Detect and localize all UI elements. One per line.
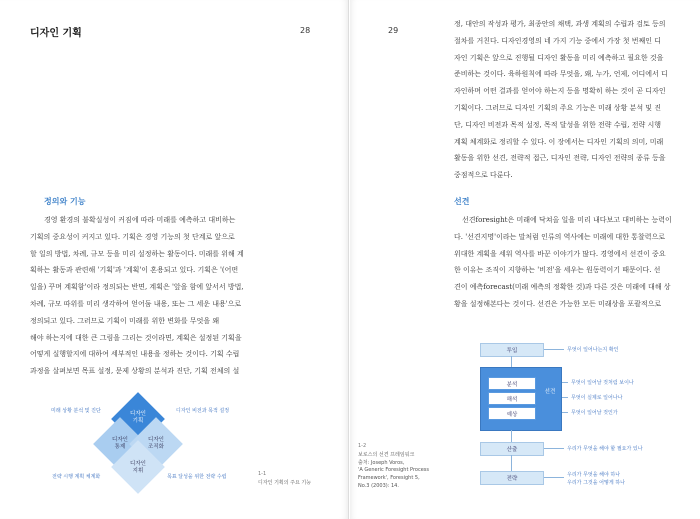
right-top-paragraph [454, 16, 680, 184]
note-connector [562, 397, 568, 398]
text-line: 선견foresight은 미래에 닥쳐올 일을 미리 내다보고 대비하는 능력이 [462, 216, 672, 224]
flow-note-input: 무엇이 일어나는지 확인 [567, 347, 619, 353]
flow-connector [511, 356, 512, 367]
text-line: 준비하는 것이다. 육하원칙에 따라 무엇을, 왜, 누가, 언제, 어디에서 디 [454, 70, 668, 79]
diamond-center-label: 디자인 기획 [130, 411, 146, 424]
note-connector [562, 382, 568, 383]
flow-note-interpretation: 무엇이 실제로 일어나나 [571, 395, 623, 401]
flow-step-output: 산출 [480, 442, 544, 456]
flow-note-strategy-what: 우리가 무엇을 해야 하나 [567, 472, 621, 478]
right-section-paragraph [454, 212, 680, 313]
diamond-left-label: 디자인 통제 [112, 437, 128, 450]
flow-group-label: 선견 [544, 389, 556, 395]
diamond-bottom-label: 디자인 지휘 [130, 461, 146, 474]
flow-note-prospection: 무엇이 일어날 것인가 [571, 410, 618, 416]
text-line: 차례, 규모 따위를 미리 생각하여 얻어둠 내용, 또는 그 세운 내용'으로 [30, 299, 242, 308]
text-line: 기획의 중요성이 커지고 있다. 기획은 경영 기능의 첫 단계로 앞으로 [30, 232, 235, 241]
flow-note-output: 우리가 무엇을 해야 할 필요가 있나 [567, 446, 643, 452]
label-bottom-left: 전략 시행 계획 체계화 [52, 474, 101, 480]
note-connector [544, 349, 564, 350]
label-bottom-right: 목표 달성을 위한 전략 수립 [167, 474, 227, 480]
text-line: 자인하며 어떤 결과를 얻어야 하는지 등을 명확히 하는 것이 곧 디자인 [454, 87, 666, 96]
caption-line: No.3 (2003): 14. [358, 483, 399, 489]
text-line: 자인 기획은 앞으로 진행될 디자인 활동을 미리 예측하고 필요한 것을 [454, 53, 664, 62]
text-line: 경영 환경의 불확실성이 커짐에 따라 미래를 예측하고 대비하는 [44, 216, 236, 224]
section-title-definition: 정의와 기능 [44, 197, 86, 206]
note-connector [562, 412, 568, 413]
flow-note-strategy-how: 우리가 그것을 어떻게 하나 [567, 480, 625, 486]
page-number-left: 28 [300, 26, 311, 35]
caption-line: Framework', Foresight 5, [358, 475, 420, 481]
text-line: 할 일의 방법, 차례, 규모 등을 미리 설정하는 활동이다. 미래를 위해 계 [30, 249, 244, 258]
page-number-right: 29 [388, 26, 399, 35]
text-line: 일을) 꾸며 계획함'이라 정의되는 반면, 계획은 '앞을 함에 앞서서 방법, [30, 283, 244, 292]
section-title-foresight: 선견 [454, 197, 470, 206]
text-line: 계획 체계화로 정리할 수 있다. 이 장에서는 디자인 기획의 의미, 미래 [454, 137, 664, 146]
left-paragraph [30, 212, 318, 380]
text-line: 활동을 위한 선견, 전략적 접근, 디자인 전략, 디자인 전략의 종류 등을 [454, 154, 666, 163]
flow-step-interpretation: 해석 [488, 392, 536, 405]
text-line: 어떻게 실행할지에 대하여 세부적인 내용을 정하는 것이다. 기획 수립 [30, 350, 240, 359]
text-line: 절차를 거친다. 디자인경영의 네 가지 기능 중에서 가장 첫 번째인 디 [454, 36, 662, 45]
text-line: 기획이다. 그러므로 디자인 기획의 주요 기능은 미래 상황 분석 및 진 [454, 103, 662, 112]
text-line: 견이 예측forecast(미래 예측의 정확한 것)과 다른 것은 미래에 대해 상 [454, 283, 671, 292]
text-line: 다. '선견지명'이라는 말처럼 인류의 역사에는 미래에 대한 통찰력으로 [454, 232, 665, 241]
text-line: 정의되고 있다. 그러므로 기획이 미래를 위한 변화를 무엇을 왜 [30, 316, 220, 325]
text-line: 과정을 살펴보면 목표 설정, 문제 상황의 분석과 진단, 기획 전체의 설 [30, 367, 240, 376]
text-line: 정, 대안의 작성과 평가, 최종안의 채택, 과생 계획의 수립과 검토 등의 [454, 20, 666, 28]
text-line: 한 이유는 조직이 지향하는 '비전'을 세우는 원동력이기 때문이다. 선 [454, 266, 661, 275]
label-top-left: 미래 상황 분석 및 진단 [51, 408, 101, 414]
caption-line: 'A Generic Foresight Process [358, 467, 429, 473]
flow-step-prospection: 예상 [488, 407, 536, 420]
figure-number-right: 1-2 [358, 443, 367, 449]
figure-number-left: 1-1 [258, 471, 267, 477]
text-line: 위대한 계획을 세워 역사를 바꾼 이야기가 많다. 경영에서 선견이 중요 [454, 249, 666, 258]
figure-caption-left: 디자인 기획의 주요 기능 [258, 480, 312, 486]
flow-note-analysis: 무엇이 일어날 것처럼 보이나 [571, 380, 634, 386]
left-page [0, 0, 349, 519]
flow-step-analysis: 분석 [488, 377, 536, 390]
flow-connector [511, 430, 512, 442]
text-line: 황을 설정해본다는 것이다. 선견은 가능한 모든 미래상을 포괄적으로 [454, 299, 662, 308]
caption-line: 보로스의 선견 프레임워크 [358, 452, 415, 458]
text-line: 획하는 활동과 관련해 '기획'과 '계획'이 혼용되고 있다. 기획은 '(어떤 [30, 266, 239, 275]
note-connector [544, 477, 564, 478]
text-line: 단, 디자인 비전과 목적 설정, 목적 달성을 위한 전략 수립, 전략 시행 [454, 120, 661, 129]
flow-connector [511, 455, 512, 471]
text-line: 중점적으로 다룬다. [454, 171, 513, 180]
note-connector [544, 448, 564, 449]
chapter-header-title: 디자인 기획 [30, 28, 82, 39]
label-top-right: 디자인 비전과 목적 설정 [176, 408, 230, 414]
flow-step-input: 투입 [480, 343, 544, 357]
caption-line: 출처: Joseph Voros, [358, 460, 405, 466]
text-line: 해야 하는지에 대한 큰 그림을 그리는 것이라면, 계획은 설정된 기획을 [30, 333, 242, 342]
flow-step-strategy: 전략 [480, 471, 544, 485]
diamond-right-label: 디자인 조직화 [148, 437, 164, 450]
right-page [350, 0, 700, 519]
